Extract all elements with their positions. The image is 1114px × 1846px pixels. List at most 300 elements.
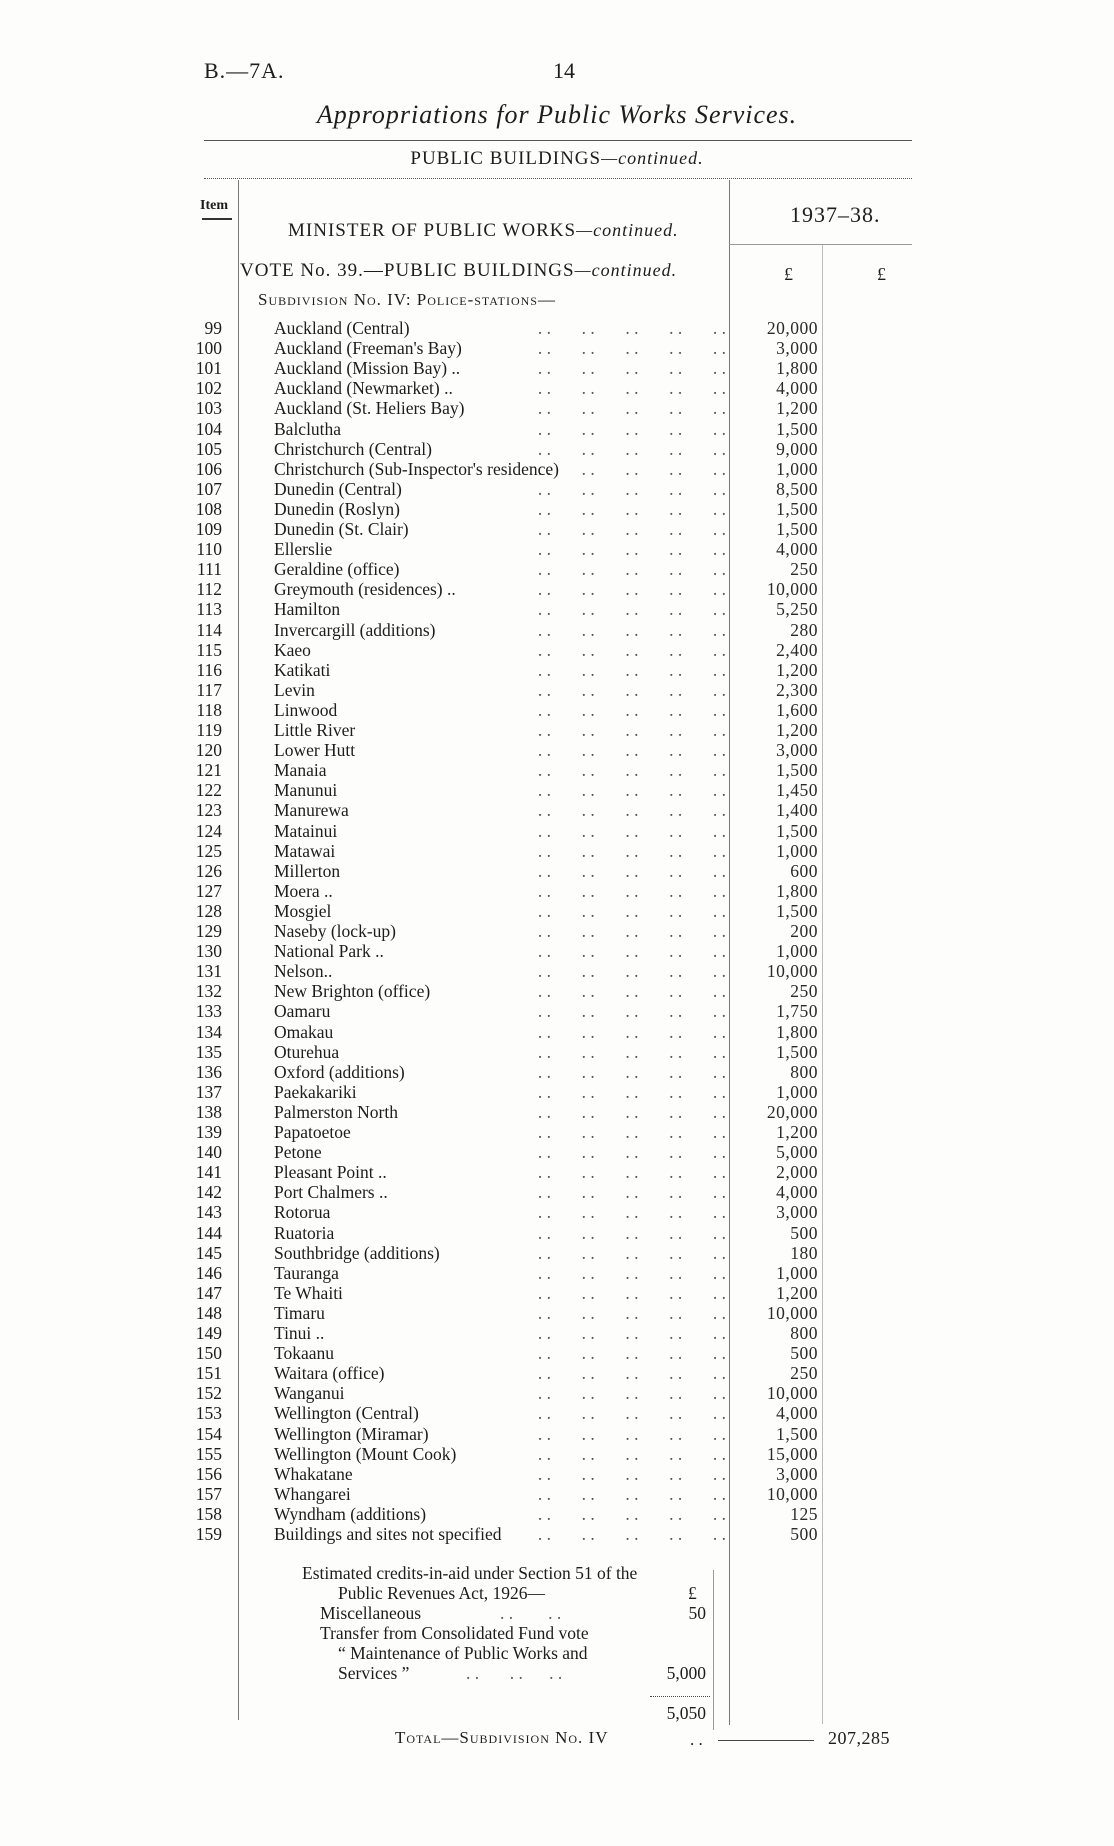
table-row [0, 1062, 1114, 1082]
station-amount: 1,500 [776, 1423, 818, 1444]
leader-dots: . . . . . . . . . . [537, 1524, 726, 1544]
station-name: Oxford (additions) [274, 1061, 405, 1082]
station-amount: 280 [790, 619, 818, 640]
station-name: Manunui [274, 780, 338, 801]
station-name: Tokaanu [274, 1343, 335, 1364]
item-number: 105 [195, 438, 222, 459]
section-title-suffix: —continued. [601, 148, 704, 168]
table-row [0, 740, 1114, 760]
item-number: 126 [195, 860, 222, 881]
station-name: Balclutha [274, 418, 342, 439]
station-name: Waitara (office) [274, 1363, 385, 1384]
item-header-dash [202, 218, 232, 220]
misc-amount: 50 [688, 1603, 706, 1623]
leader-dots: . . . . . . . . . . [537, 519, 726, 539]
station-amount: 250 [790, 559, 818, 580]
station-name: Paekakariki [274, 1081, 357, 1102]
station-name: Dunedin (St. Clair) [274, 519, 409, 539]
station-amount: 1,750 [776, 1001, 818, 1022]
station-name: Millerton [274, 860, 341, 881]
item-number: 111 [197, 559, 222, 580]
leader-dots: . . . . . . . . . . [537, 659, 726, 680]
table-row [0, 1202, 1114, 1222]
table-row [0, 1283, 1114, 1303]
station-amount: 180 [790, 1242, 818, 1263]
item-number: 146 [195, 1262, 222, 1283]
item-number: 122 [195, 780, 222, 801]
item-number: 129 [195, 921, 222, 941]
station-amount: 10,000 [766, 1302, 818, 1323]
table-row [0, 901, 1114, 921]
table-row [0, 1182, 1114, 1202]
table-row [0, 1082, 1114, 1102]
table-row [0, 1424, 1114, 1444]
table-row [0, 1162, 1114, 1182]
year-header: 1937–38. [790, 202, 881, 227]
leader-dots: . . . . . . . . . . [537, 378, 726, 399]
table-row [0, 1323, 1114, 1343]
leader-dots: . . . . . . . . . . [537, 1463, 726, 1484]
table-row [0, 1263, 1114, 1283]
table-row [0, 338, 1114, 358]
station-name: Geraldine (office) [274, 559, 400, 580]
table-row [0, 1484, 1114, 1504]
station-name: Hamilton [274, 599, 341, 620]
station-amount: 5,000 [776, 1142, 818, 1163]
station-amount: 3,000 [776, 1463, 818, 1484]
station-name: Wellington (Central) [274, 1403, 419, 1424]
station-name: Kaeo [274, 639, 311, 660]
station-name: Wellington (Mount Cook) [274, 1443, 457, 1464]
station-amount: 9,000 [776, 438, 818, 459]
item-number: 99 [204, 318, 222, 338]
station-amount: 250 [790, 1363, 818, 1384]
station-name: Katikati [274, 659, 331, 680]
table-row [0, 760, 1114, 780]
station-name: Christchurch (Sub-Inspector's residence) [274, 458, 560, 479]
station-amount: 500 [790, 1222, 818, 1243]
leader-dots: . . . . . . . . . . [537, 1403, 726, 1424]
minister-text: MINISTER OF PUBLIC WORKS [288, 220, 577, 241]
title-rule [204, 140, 912, 141]
table-row [0, 800, 1114, 820]
station-amount: 500 [790, 1524, 818, 1544]
station-amount: 1,200 [776, 1122, 818, 1142]
station-name: Manurewa [274, 800, 349, 821]
station-name: Linwood [274, 699, 338, 720]
transfer-amount: 5,000 [666, 1663, 706, 1683]
table-row [0, 318, 1114, 338]
table-row [0, 1001, 1114, 1021]
station-name: Matawai [274, 840, 336, 861]
station-amount: 1,800 [776, 358, 818, 379]
leader-dots: . . . . . . . . . . [537, 1101, 726, 1122]
station-name: Tinui .. [274, 1323, 325, 1343]
item-number: 112 [196, 579, 222, 600]
station-amount: 1,500 [776, 418, 818, 439]
station-amount: 2,300 [776, 679, 818, 700]
station-name: Naseby (lock-up) [274, 921, 396, 941]
table-row [0, 358, 1114, 378]
item-number: 152 [195, 1383, 222, 1404]
station-name: Dunedin (Central) [274, 478, 402, 499]
credits-total: 5,050 [666, 1703, 706, 1723]
station-amount: 250 [790, 981, 818, 1002]
minister-suffix: —continued. [576, 220, 679, 240]
station-name: Port Chalmers .. [274, 1182, 388, 1203]
item-number: 110 [196, 539, 222, 560]
subdivision-heading: Subdivision No. IV: Police-stations— [258, 290, 556, 309]
leader-dots: . . . . . . . . . . [537, 318, 726, 338]
item-number: 137 [195, 1081, 222, 1102]
table-row [0, 780, 1114, 800]
station-amount: 2,400 [776, 639, 818, 660]
item-number: 151 [195, 1363, 222, 1384]
vote-suffix: —continued. [574, 260, 678, 280]
station-amount: 3,000 [776, 1202, 818, 1223]
table-row [0, 941, 1114, 961]
leader-dots: . . . . . . . . . . [537, 1222, 726, 1243]
station-amount: 600 [790, 860, 818, 881]
transfer-line-3: Services ” [338, 1663, 410, 1683]
table-row [0, 579, 1114, 599]
item-number: 134 [195, 1021, 222, 1042]
leader-dots: . . . . . . . . . . [537, 1021, 726, 1042]
minister-heading [288, 220, 679, 242]
item-number: 114 [196, 619, 222, 640]
station-name: Buildings and sites not specified [274, 1524, 502, 1544]
misc-label: Miscellaneous [320, 1603, 422, 1623]
station-name: Auckland (Central) [274, 318, 410, 338]
station-amount: 3,000 [776, 740, 818, 761]
item-number: 148 [195, 1302, 222, 1323]
leader-dots: . . . . . . . . . . [537, 1162, 726, 1183]
table-row [0, 1243, 1114, 1263]
leader-dots: . . . . . . . . . . [537, 458, 726, 479]
station-amount: 1,500 [776, 519, 818, 539]
item-number: 156 [195, 1463, 222, 1484]
table-row [0, 1022, 1114, 1042]
table-row [0, 559, 1114, 579]
station-name: Wanganui [274, 1383, 345, 1404]
station-amount: 15,000 [766, 1443, 818, 1464]
leader-dots: . . . . . . . . . . [537, 478, 726, 499]
item-number: 138 [195, 1101, 222, 1122]
leader-dots: . . . . . . . . . . [537, 740, 726, 761]
item-number: 103 [195, 398, 222, 419]
leader-dots: . . . . . . . . . . [537, 720, 726, 740]
leader-dots: . . . . . . . . . . [537, 1383, 726, 1404]
station-amount: 10,000 [766, 1483, 818, 1504]
station-name: Nelson.. [274, 961, 333, 982]
leader-dots: . . . . . . . . . . [537, 900, 726, 921]
credits-bracket [713, 1570, 714, 1730]
leader-dots: . . . . . . . . . . [537, 780, 726, 801]
station-name: Manaia [274, 760, 327, 781]
station-name: Whakatane [274, 1463, 353, 1484]
station-amount: 2,000 [776, 1162, 818, 1183]
item-number: 141 [195, 1162, 222, 1183]
leader-dots: . . . . . . . . . . [537, 1041, 726, 1062]
leader-dots: . . . . . . . . . . [537, 1282, 726, 1303]
item-number: 153 [195, 1403, 222, 1424]
year-header-rule [729, 244, 912, 245]
station-name: Dunedin (Roslyn) [274, 498, 400, 519]
subdivision-total-label: Total—Subdivision No. IV [395, 1728, 609, 1747]
item-number: 119 [196, 720, 222, 740]
misc-dots: . . . . [500, 1603, 562, 1623]
table-row [0, 1403, 1114, 1423]
table-row [0, 1383, 1114, 1403]
credits-line-1: Estimated credits-in-aid under Section 51 of the [302, 1563, 638, 1583]
station-name: Matainui [274, 820, 338, 841]
table-row [0, 419, 1114, 439]
station-amount: 5,250 [776, 599, 818, 620]
table-row [0, 1524, 1114, 1544]
item-number: 154 [195, 1423, 222, 1444]
item-number: 117 [196, 679, 222, 700]
table-row [0, 821, 1114, 841]
table-row [0, 1343, 1114, 1363]
leader-dots: . . . . . . . . . . [537, 579, 726, 600]
section-title [0, 148, 1114, 170]
station-amount: 1,800 [776, 880, 818, 901]
station-amount: 1,200 [776, 659, 818, 680]
station-name: Auckland (St. Heliers Bay) [274, 398, 465, 419]
item-number: 142 [195, 1182, 222, 1203]
transfer-dots: . . . . . . [466, 1663, 563, 1683]
table-row [0, 439, 1114, 459]
leader-dots: . . . . . . . . . . [537, 639, 726, 660]
item-number: 116 [196, 659, 222, 680]
leader-dots: . . . . . . . . . . [537, 1061, 726, 1082]
table-row [0, 1042, 1114, 1062]
item-number: 121 [195, 760, 222, 781]
item-number: 124 [195, 820, 222, 841]
leader-dots: . . . . . . . . . . [537, 820, 726, 841]
credits-sum-rule [650, 1696, 710, 1697]
station-name: Omakau [274, 1021, 334, 1042]
station-amount: 8,500 [776, 478, 818, 499]
station-name: Greymouth (residences) .. [274, 579, 456, 600]
leader-dots: . . . . . . . . . . [537, 800, 726, 821]
station-amount: 10,000 [766, 1383, 818, 1404]
station-name: Whangarei [274, 1483, 351, 1504]
item-number: 159 [195, 1524, 222, 1544]
item-number: 133 [195, 1001, 222, 1022]
table-row [0, 459, 1114, 479]
item-number: 106 [195, 458, 222, 479]
station-amount: 1,500 [776, 1041, 818, 1062]
table-row [0, 1444, 1114, 1464]
station-name: Lower Hutt [274, 740, 356, 761]
station-amount: 800 [790, 1323, 818, 1343]
leader-dots: . . . . . . . . . . [537, 1343, 726, 1364]
table-row [0, 620, 1114, 640]
leader-dots: . . . . . . . . . . [537, 1081, 726, 1102]
station-name: Wyndham (additions) [274, 1503, 427, 1524]
leader-dots: . . . . . . . . . . [537, 1142, 726, 1163]
item-number: 136 [195, 1061, 222, 1082]
station-amount: 20,000 [766, 1101, 818, 1122]
item-number: 127 [195, 880, 222, 901]
item-number: 130 [195, 941, 222, 962]
table-row [0, 1142, 1114, 1162]
item-number: 109 [195, 519, 222, 539]
table-row [0, 881, 1114, 901]
transfer-line-2: “ Maintenance of Public Works and [338, 1643, 588, 1663]
station-name: Oturehua [274, 1041, 340, 1062]
station-name: Little River [274, 720, 356, 740]
station-name: Te Whaiti [274, 1282, 343, 1303]
leader-dots: . . . . . . . . . . [537, 1182, 726, 1203]
leader-dots: . . . . . . . . . . [537, 398, 726, 419]
leader-dots: . . . . . . . . . . [537, 338, 726, 359]
station-name: Petone [274, 1142, 322, 1163]
item-number: 139 [195, 1122, 222, 1142]
station-name: Oamaru [274, 1001, 331, 1022]
item-number: 128 [195, 900, 222, 921]
item-number: 123 [195, 800, 222, 821]
station-amount: 1,450 [776, 780, 818, 801]
leader-dots: . . . . . . . . . . [537, 679, 726, 700]
station-amount: 1,400 [776, 800, 818, 821]
page-number: 14 [553, 58, 575, 83]
item-number: 101 [195, 358, 222, 379]
station-name: Auckland (Mission Bay) .. [274, 358, 461, 379]
station-name: Palmerston North [274, 1101, 398, 1122]
station-name: Moera .. [274, 880, 333, 901]
leader-dots: . . . . . . . . . . [537, 539, 726, 560]
pound-symbol-column-1: £ [784, 264, 793, 284]
item-number: 118 [196, 699, 222, 720]
station-name: Tauranga [274, 1262, 339, 1283]
item-number: 155 [195, 1443, 222, 1464]
station-amount: 1,000 [776, 1081, 818, 1102]
vote-heading [240, 260, 677, 282]
leader-dots: . . . . . . . . . . [537, 840, 726, 861]
leader-dots: . . . . . . . . . . [537, 921, 726, 941]
table-row [0, 519, 1114, 539]
table-row [0, 1223, 1114, 1243]
station-name: National Park .. [274, 941, 384, 962]
station-amount: 1,600 [776, 699, 818, 720]
item-number: 157 [195, 1483, 222, 1504]
station-amount: 1,200 [776, 720, 818, 740]
station-name: Ruatoria [274, 1222, 335, 1243]
station-amount: 4,000 [776, 1182, 818, 1203]
table-row [0, 1303, 1114, 1323]
leader-dots: . . . . . . . . . . [537, 760, 726, 781]
leader-dots: . . . . . . . . . . [537, 1262, 726, 1283]
station-amount: 500 [790, 1343, 818, 1364]
item-number: 102 [195, 378, 222, 399]
credits-line-2: Public Revenues Act, 1926— [338, 1583, 546, 1603]
station-amount: 3,000 [776, 338, 818, 359]
item-number: 115 [196, 639, 222, 660]
table-row [0, 1363, 1114, 1383]
table-row [0, 378, 1114, 398]
item-number: 100 [195, 338, 222, 359]
leader-dots: . . . . . . . . . . [537, 599, 726, 620]
table-row [0, 861, 1114, 881]
item-number: 120 [195, 740, 222, 761]
vote-text: VOTE No. 39.—PUBLIC BUILDINGS [240, 260, 575, 281]
station-amount: 20,000 [766, 318, 818, 338]
total-rule [718, 1740, 814, 1741]
station-name: Rotorua [274, 1202, 331, 1223]
leader-dots: . . . . . . . . . . [537, 1363, 726, 1384]
table-row [0, 640, 1114, 660]
station-name: Timaru [274, 1302, 325, 1323]
station-amount: 10,000 [766, 579, 818, 600]
table-row [0, 1464, 1114, 1484]
table-row [0, 961, 1114, 981]
leader-dots: . . . . . . . . . . [537, 1483, 726, 1504]
station-name: Invercargill (additions) [274, 619, 436, 640]
station-amount: 4,000 [776, 378, 818, 399]
leader-dots: . . . . . . . . . . [537, 1423, 726, 1444]
station-name: Mosgiel [274, 900, 332, 921]
station-name: Auckland (Newmarket) .. [274, 378, 453, 399]
total-dots: . . [690, 1730, 703, 1749]
leader-dots: . . . . . . . . . . [537, 1122, 726, 1142]
table-row [0, 1102, 1114, 1122]
item-number: 125 [195, 840, 222, 861]
leader-dots: . . . . . . . . . . [537, 880, 726, 901]
leader-dots: . . . . . . . . . . [537, 941, 726, 962]
table-row [0, 479, 1114, 499]
leader-dots: . . . . . . . . . . [537, 1242, 726, 1263]
item-number: 150 [195, 1343, 222, 1364]
page-title: Appropriations for Public Works Services. [316, 100, 798, 129]
item-number: 145 [195, 1242, 222, 1263]
station-amount: 1,500 [776, 760, 818, 781]
station-amount: 1,500 [776, 820, 818, 841]
station-amount: 1,000 [776, 1262, 818, 1283]
leader-dots: . . . . . . . . . . [537, 498, 726, 519]
station-name: Ellerslie [274, 539, 333, 560]
station-amount: 1,200 [776, 398, 818, 419]
station-amount: 10,000 [766, 961, 818, 982]
station-amount: 4,000 [776, 539, 818, 560]
station-name: Christchurch (Central) [274, 438, 432, 459]
station-amount: 1,500 [776, 498, 818, 519]
station-amount: 800 [790, 1061, 818, 1082]
station-amount: 1,800 [776, 1021, 818, 1042]
station-amount: 1,000 [776, 458, 818, 479]
leader-dots: . . . . . . . . . . [537, 418, 726, 439]
leader-dots: . . . . . . . . . . [537, 961, 726, 982]
leader-dots: . . . . . . . . . . [537, 438, 726, 459]
leader-dots: . . . . . . . . . . [537, 860, 726, 881]
item-number: 113 [196, 599, 222, 620]
item-column-header: Item [200, 198, 228, 213]
station-amount: 125 [790, 1503, 818, 1524]
leader-dots: . . . . . . . . . . [537, 559, 726, 580]
section-title-text: PUBLIC BUILDINGS [410, 148, 602, 169]
station-name: Southbridge (additions) [274, 1242, 440, 1263]
item-number: 135 [195, 1041, 222, 1062]
item-number: 108 [195, 498, 222, 519]
item-number: 131 [195, 961, 222, 982]
item-number: 107 [195, 478, 222, 499]
table-row [0, 539, 1114, 559]
document-reference: B.—7A. [204, 58, 285, 83]
item-number: 132 [195, 981, 222, 1002]
item-number: 140 [195, 1142, 222, 1163]
table-row [0, 720, 1114, 740]
